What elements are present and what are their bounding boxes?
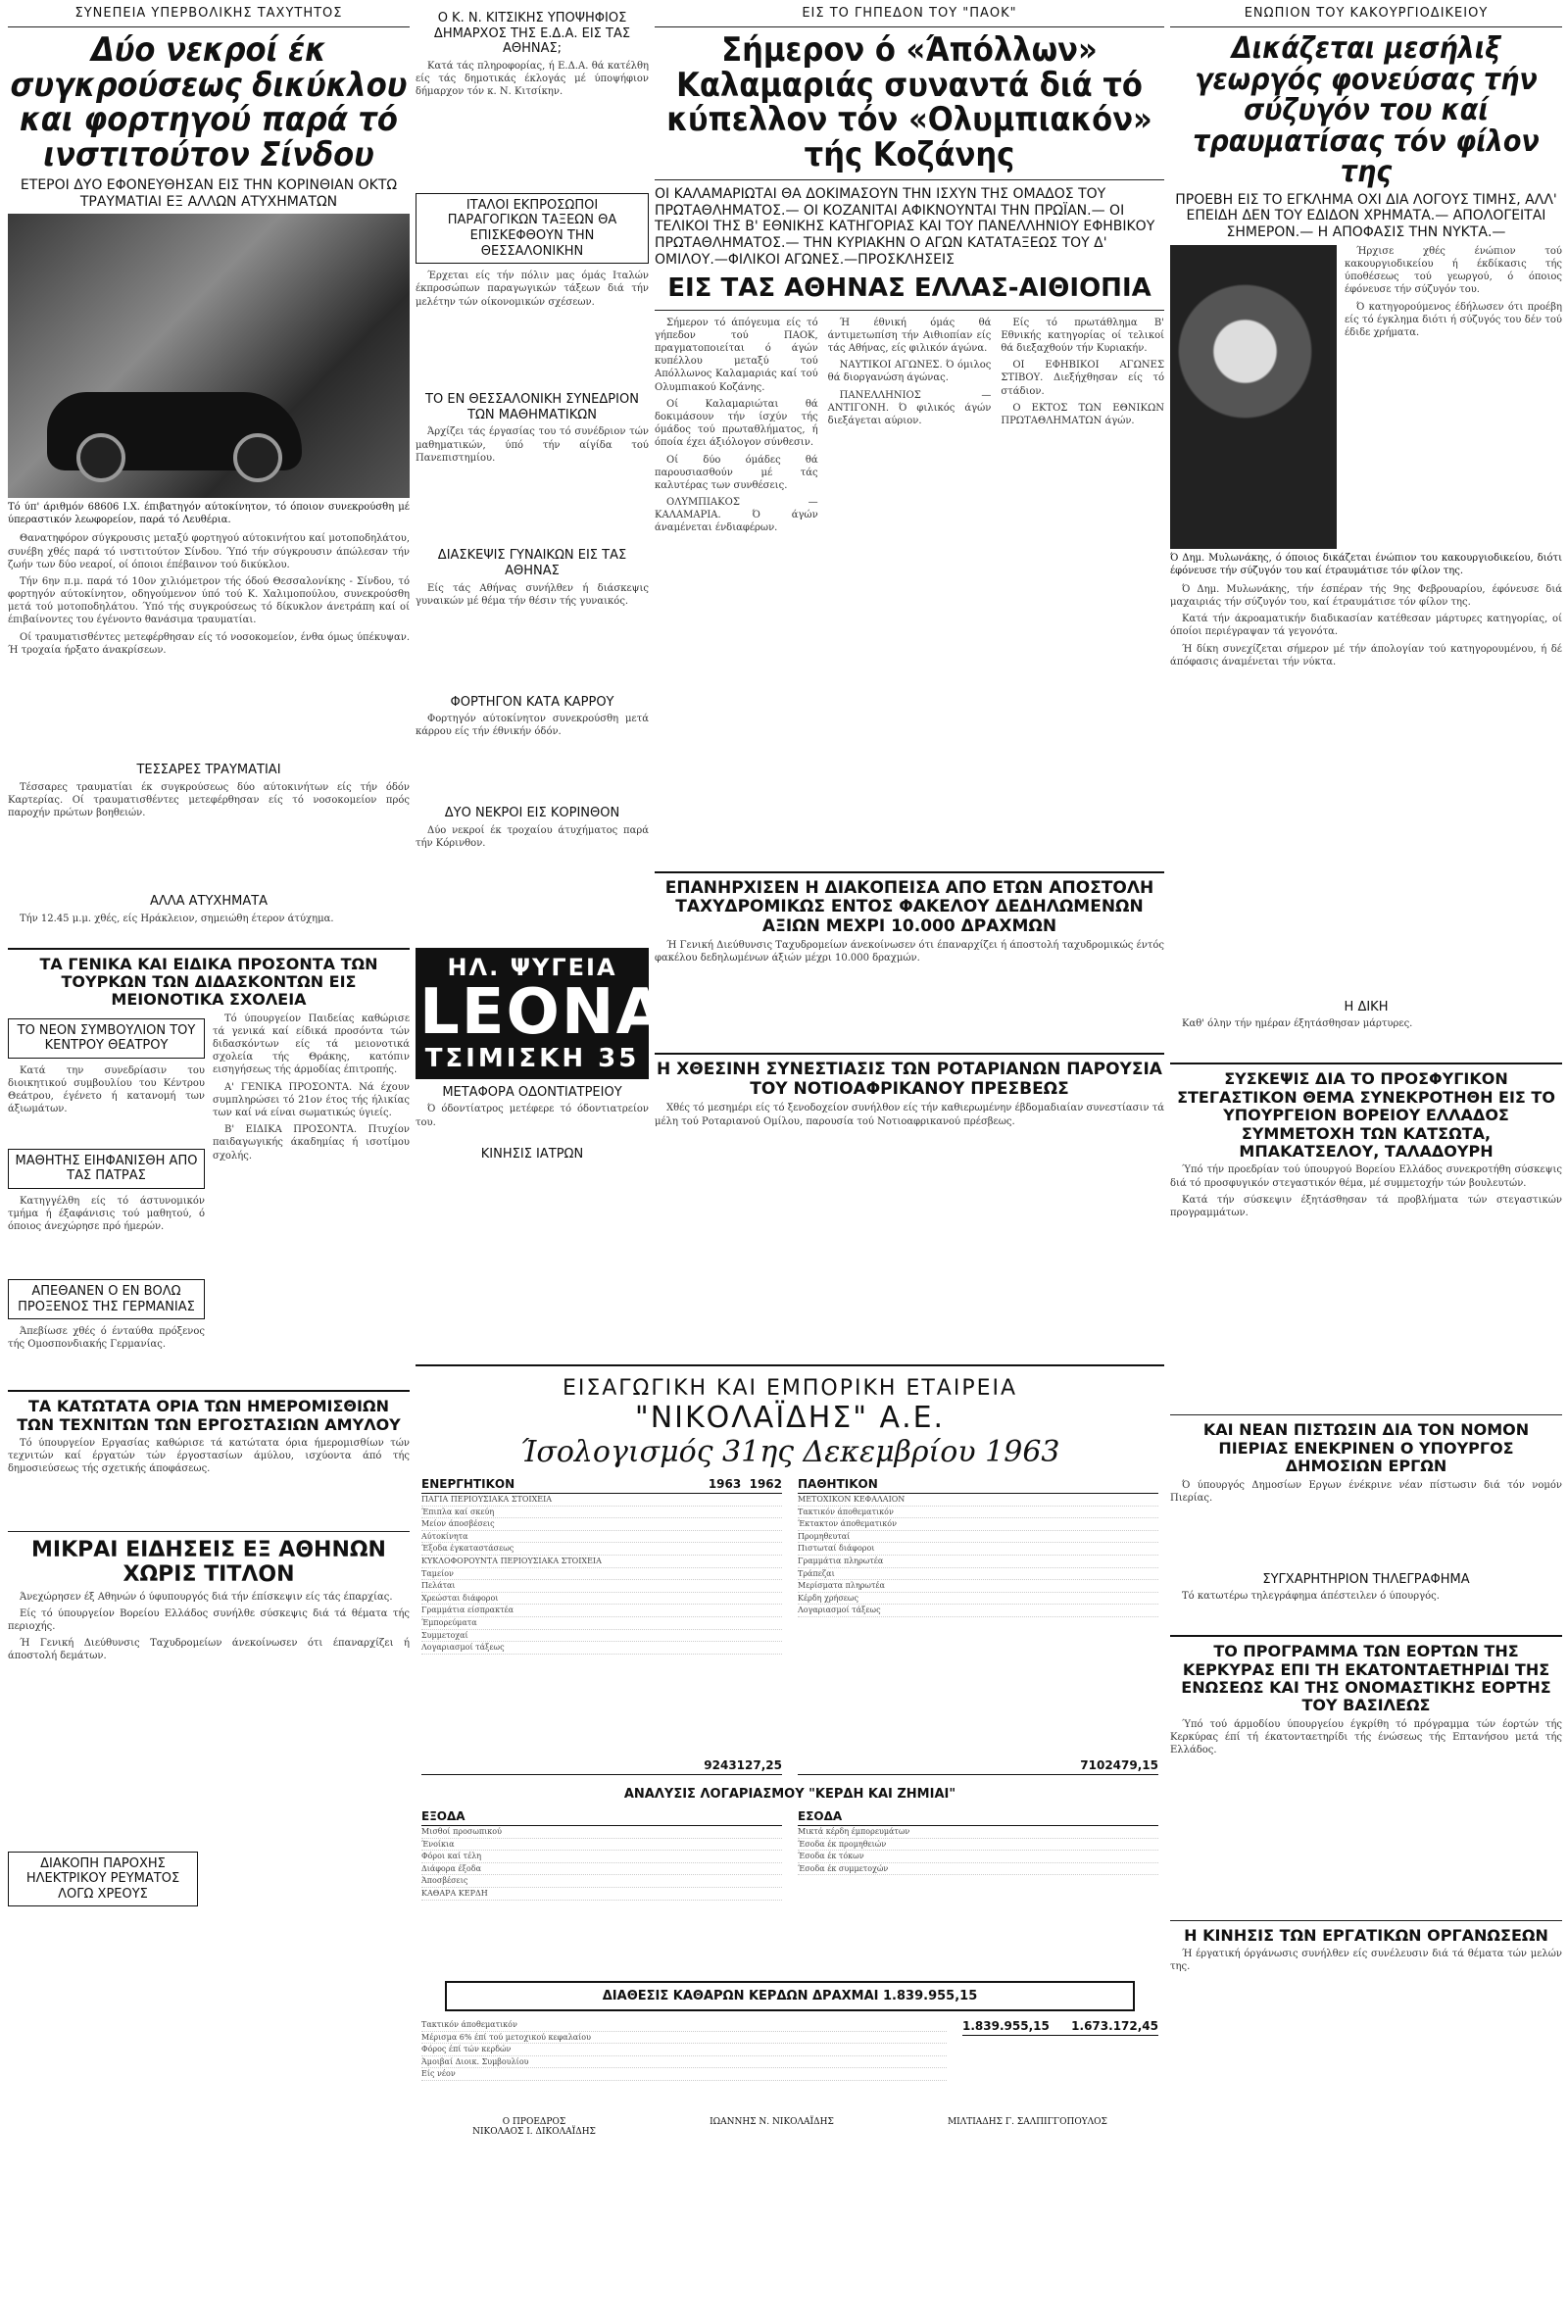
- sports-columns: [655, 317, 1164, 865]
- divider: [655, 871, 1164, 873]
- headline-corfu: ΤΟ ΠΡΟΓΡΑΜΜΑ ΤΩΝ ΕΟΡΤΩΝ ΤΗΣ ΚΕΡΚΥΡΑΣ ΕΠΙ ΤΗ ΕΚΑΤΟΝΤΑΕΤΗΡΙΔΙ ΤΗΣ ΕΝΩΣΕΩΣ ΚΑΙ ΤΗΣ ΟΝΟΜΑΣΤΙΚΗΣ ΕΟΡΤΗΣ ΤΟΥ ΒΑΣΙΛΕΩΣ: [1181, 1642, 1551, 1715]
- assets-total: 9243127,25: [704, 1758, 782, 1772]
- distribution-lines: Τακτικόν άποθεματικόν Μέρισμα 6% έπί τού μετοχικού κεφαλαίου Φόρος έπί τών κερδών Άμοιβαί Διοικ. Συμβουλίου Είς νέον: [421, 2019, 947, 2107]
- headline-labor: Η ΚΙΝΗΣΙΣ ΤΩΝ ΕΡΓΑΤΙΚΩΝ ΟΡΓΑΝΩΣΕΩΝ: [1184, 1925, 1548, 1945]
- expense-lines: Μισθοί προσωπικού Ένοίκια Φόροι καί τέλη Διάφορα έξοδα Άποσβέσεις ΚΑΘΑΡΑ ΚΕΡΔΗ: [421, 1826, 782, 1973]
- heading-corinth: ΔΥΟ ΝΕΚΡΟΙ ΕΙΣ ΚΟΡΙΝΘΟΝ: [444, 806, 620, 821]
- balance-table: [421, 1477, 1158, 1775]
- distribution-total-b: 1.673.172,45: [1071, 2019, 1158, 2033]
- company-name: "ΝΙΚΟΛΑΪΔΗΣ" Α.Ε.: [634, 1401, 946, 1435]
- divider: [1170, 1063, 1562, 1064]
- article-body: Τό ύπουργείον Παιδείας καθώρισε τά γενικά καί είδικά προσόντα τών διδασκόντων είς τά μειονοτικά σχολεία τής Θράκης, κατόπιν εισηγήσεως τής άρμοδίας έπιτροπής. Α' ΓΕΝΙΚΑ ΠΡΟΣΟΝΤΑ. Νά έχουν συμπληρώσει τό 21ον έτος τής ήλικίας των καί νά είναι σωματικώς ύγιείς. Β' ΕΙΔΙΚΑ ΠΡΟΣΟΝΤΑ. Πτυχίον παιδαγωγικής άκαδημίας ή ισοτίμου σχολής.: [213, 1013, 410, 1162]
- article-body: Είς τό πρωτάθλημα Β' Εθνικής κατηγορίας οί τελικοί θά διεξαχθούν τήν Κυριακήν. ΟΙ ΕΦΗΒΙΚΟΙ ΑΓΩΝΕΣ ΣΤΙΒΟΥ. Διεξήχθησαν είς τό στάδιον. Ο ΕΚΤΟΣ ΤΩΝ ΕΘΝΙΚΩΝ ΠΡΩΤΑΘΛΗΜΑΤΩΝ άγών.: [1001, 317, 1165, 426]
- article-body: Φορτηγόν αύτοκίνητον συνεκρούσθη μετά κάρρου είς τήν έθνικήν όδόν.: [416, 714, 649, 738]
- article-body: Τό ύπουργείον Εργασίας καθώρισε τά κατώτατα όρια ήμερομισθίων τών τεχνιτών καί έργατών τών έργοστασίων άμύλου, ισχύοντα άπό τής δημοσιεύσεως τής σχετικής άποφάσεως.: [8, 1438, 410, 1475]
- signature-title: Ο ΠΡΟΕΔΡΟΣ: [502, 2117, 566, 2127]
- divider: [8, 948, 410, 950]
- article-body: Χθές τό μεσημέρι είς τό ξενοδοχείον συνήλθον είς τήν καθιερωμένην έβδομαδιαίαν συνεστίασιν τά μέλη τού Ροταριανού Ομίλου, παρουσία τού Νοτιοαφρικανού πρέσβεως.: [655, 1103, 1164, 1127]
- divider: [1170, 26, 1562, 27]
- divider: [1170, 1920, 1562, 1921]
- signature-3: ΜΙΛΤΙΑΔΗΣ Γ. ΣΑΛΠΙΓΓΟΠΟΥΛΟΣ: [947, 2117, 1107, 2127]
- balance-sheet-ad: [416, 1364, 1164, 2307]
- assets-header: [421, 1477, 782, 1494]
- year-b: 1962: [749, 1477, 782, 1491]
- ad-address: ΤΣΙΜΙΣΚΗ 35: [424, 1043, 640, 1073]
- headline-rotary: Η ΧΘΕΣΙΝΗ ΣΥΝΕΣΤΙΑΣΙΣ ΤΩΝ ΡΟΤΑΡΙΑΝΩΝ ΠΑΡΟΥΣΙΑ ΤΟΥ ΝΟΤΙΟΑΦΡΙΚΑΝΟΥ ΠΡΕΣΒΕΩΣ: [657, 1060, 1162, 1099]
- expenses-label: ΕΞΟΔΑ: [421, 1809, 466, 1823]
- divider: [8, 1531, 410, 1532]
- divider: [8, 26, 410, 27]
- balance-title: Ίσολογισμός 31ης Δεκεμβρίου 1963: [519, 1435, 1060, 1469]
- headline-apollon: Σήμερον ό «Άπόλλων» Καλαμαριάς συναντά διά τό κύπελλον τόν «Ολυμπιακόν» τής Κοζάνης: [666, 30, 1152, 175]
- liabilities-total: 7102479,15: [1080, 1758, 1158, 1772]
- article-body: Τέσσαρες τραυματίαι έκ συγκρούσεως δύο αύτοκινήτων είς τήν όδόν Καρτερίας. Οί τραυματισθέντες μετεφέρθησαν είς τό νοσοκομείον πρός παροχήν πρώτων βοηθειών.: [8, 781, 410, 819]
- column-3: [655, 6, 1164, 1363]
- divider: [1170, 1414, 1562, 1415]
- signature-2: ΙΩΑΝΝΗΣ Ν. ΝΙΚΟΛΑΪΔΗΣ: [710, 2117, 834, 2127]
- income-lines: Μικτά κέρδη έμπορευμάτων Έσοδα έκ προμηθειών Έσοδα έκ τόκων Έσοδα έκ συμμετοχών: [798, 1826, 1158, 1973]
- ad-brand: LEONARD: [419, 975, 771, 1049]
- kicker-paok: ΕΙΣ ΤΟ ΓΗΠΕΔΟΝ ΤΟΥ "ΠΑΟΚ": [802, 6, 1017, 21]
- headline-turkish-teachers: ΤΑ ΓΕΝΙΚΑ ΚΑΙ ΕΙΔΙΚΑ ΠΡΟΣΟΝΤΑ ΤΩΝ ΤΟΥΡΚΩΝ ΤΩΝ ΔΙΔΑΣΚΟΝΤΩΝ ΕΙΣ ΜΕΙΟΝΟΤΙΚΑ ΣΧΟΛΕΙΑ: [39, 954, 378, 1010]
- box-heading: ΤΟ ΝΕΟΝ ΣΥΜΒΟΥΛΙΟΝ ΤΟΥ ΚΕΝΤΡΟΥ ΘΕΑΤΡΟΥ: [8, 1018, 205, 1059]
- heading-women-conference: ΔΙΑΣΚΕΨΙΣ ΓΥΝΑΙΚΩΝ ΕΙΣ ΤΑΣ ΑΘΗΝΑΣ: [437, 548, 627, 578]
- article-body: Άρχίζει τάς έργασίας του τό συνέδριον τών μαθηματικών, ύπό τήν αίγίδα τού Πανεπιστημίου.: [416, 426, 649, 464]
- profit-loss-table: [421, 1809, 1158, 1973]
- portrait-caption: Ό Δημ. Μυλωνάκης, ό όποιος δικάζεται ένώπιον του κακουργιοδικείου, διότι έφόνευσε τήν σύζυγόν του καί έτραυμάτισε τόν φίλον της.: [1170, 552, 1562, 576]
- kicker-court: ΕΝΩΠΙΟΝ ΤΟΥ ΚΑΚΟΥΡΓΙΟΔΙΚΕΙΟΥ: [1244, 6, 1489, 21]
- headline-pieria: ΚΑΙ ΝΕΑΝ ΠΙΣΤΩΣΙΝ ΔΙΑ ΤΟΝ ΝΟΜΟΝ ΠΙΕΡΙΑΣ ΕΝΕΚΡΙΝΕΝ Ο ΥΠΟΥΡΓΟΣ ΔΗΜΟΣΙΩΝ ΕΡΓΩΝ: [1202, 1420, 1530, 1476]
- liabilities-side: [798, 1477, 1158, 1775]
- liability-lines: ΜΕΤΟΧΙΚΟΝ ΚΕΦΑΛΑΙΟΝ Τακτικόν άποθεματικόν Έκτακτον άποθεματικόν Προμηθευταί Πιστωταί διάφοροι Γραμμάτια πληρωτέα Τράπεζαι Μερίσματα πληρωτέα Κέρδη χρήσεως Λογαριασμοί τάξεως: [798, 1494, 1158, 1758]
- article-body: Σήμερον τό άπόγευμα είς τό γήπεδον τού ΠΑΟΚ, πραγματοποιείται ό άγών κυπέλλου μεταξύ τού Απόλλωνος Καλαμαριάς καί τού Ολυμπιακού Κοζάνης. Οί Καλαμαριώται θά δοκιμάσουν τήν ίσχύν τής όμάδος τού πρωταθλήματος, ή όποία έχει άξιόλογον σύνθεσιν. Οί δύο όμάδες θά παρουσιασθούν μέ τάς καλυτέρας των συνθέσεις. ΟΛΥΜΠΙΑΚΟΣ — ΚΑΛΑΜΑΡΙΑ. Ό άγών άναμένεται ένδιαφέρων.: [655, 317, 818, 534]
- kicker-kitsikis: Ο Κ. Ν. ΚΙΤΣΙΚΗΣ ΥΠΟΨΗΦΙΟΣ ΔΗΜΑΡΧΟΣ ΤΗΣ Ε.Δ.Α. ΕΙΣ ΤΑΣ ΑΘΗΝΑΣ;: [433, 11, 631, 57]
- headline-wages: ΤΑ ΚΑΤΩΤΑΤΑ ΟΡΙΑ ΤΩΝ ΗΜΕΡΟΜΙΣΘΙΩΝ ΤΩΝ ΤΕΧΝΙΤΩΝ ΤΩΝ ΕΡΓΟΣΤΑΣΙΩΝ ΑΜΥΛΟΥ: [17, 1397, 401, 1434]
- portrait-photo: [1170, 245, 1337, 549]
- expenses-side: [421, 1809, 782, 1973]
- section-heading: ΤΕΣΣΑΡΕΣ ΤΡΑΥΜΑΤΙΑΙ: [136, 763, 281, 778]
- kicker-accident: ΣΥΝΕΠΕΙΑ ΥΠΕΡΒΟΛΙΚΗΣ ΤΑΧΥΤΗΤΟΣ: [74, 6, 343, 21]
- income-label: ΕΣΟΔΑ: [798, 1809, 843, 1823]
- distribution-table: [421, 2019, 1158, 2107]
- article-body: Ή έθνική όμάς θά άντιμετωπίση τήν Αιθιοπίαν είς τάς Αθήνας, είς φιλικόν άγώνα. ΝΑΥΤΙΚΟΙ ΑΓΩΝΕΣ. Ό όμιλος θά διοργανώση άγώνας. ΠΑΝΕΛΛΗΝΙΟΣ — ΑΝΤΙΓΟΝΗ. Ό φιλικός άγών διεξάγεται αύριον.: [827, 317, 992, 426]
- article-body: Ό όδοντίατρος μετέφερε τό όδοντιατρείον του.: [416, 1104, 649, 1128]
- subheadline-farmer: ΠΡΟΕΒΗ ΕΙΣ ΤΟ ΕΓΚΛΗΜΑ ΟΧΙ ΔΙΑ ΛΟΓΟΥΣ ΤΙΜΗΣ, ΑΛΛ' ΕΠΕΙΔΗ ΔΕΝ ΤΟΥ ΕΔΙΔΟΝ ΧΡΗΜΑΤΑ.— ΑΠΟΛΟΓΕΙΤΑΙ ΣΗΜΕΡΟΝ.— Η ΑΠΟΦΑΣΙΣ ΤΗΝ ΝΥΚΤΑ.—: [1175, 191, 1557, 241]
- subheadline-apollon: ΟΙ ΚΑΛΑΜΑΡΙΩΤΑΙ ΘΑ ΔΟΚΙΜΑΣΟΥΝ ΤΗΝ ΙΣΧΥΝ ΤΗΣ ΟΜΑΔΟΣ ΤΟΥ ΠΡΩΤΑΘΛΗΜΑΤΟΣ.— ΟΙ ΚΟΖΑΝΙΤΑΙ ΑΦΙΚΝΟΥΝΤΑΙ ΤΗΝ ΠΡΩΪΑΝ.— ΟΙ ΤΕΛΙΚΟΙ ΤΗΣ Β' ΕΘΝΙΚΗΣ ΚΑΤΗΓΟΡΙΑΣ ΚΑΙ ΤΟΥ ΠΑΝΕΛΛΗΝΙΟΥ ΕΦΗΒΙΚΟΥ ΠΡΩΤΑΘΛΗΜΑΤΟΣ.— ΤΗΝ ΚΥΡΙΑΚΗΝ Ο ΑΓΩΝ ΚΑΤΑΤΑΞΕΩΣ ΤΟΥ Δ' ΟΜΙΛΟΥ.—ΦΙΛΙΚΟΙ ΑΓΩΝΕΣ.—ΠΡΟΣΚΛΗΣΕΙΣ: [655, 185, 1155, 268]
- right-block: [213, 1013, 410, 1385]
- divider: [8, 1390, 410, 1392]
- article-body: Κατηγγέλθη είς τό άστυνομικόν τμήμα ή έξαφάνισις τού μαθητού, ό όποιος άνεχώρησε πρό ήμερών.: [8, 1196, 205, 1233]
- wheel-icon: [76, 433, 125, 482]
- box-heading: ΑΠΕΘΑΝΕΝ Ο ΕΝ ΒΟΛΩ ΠΡΟΞΕΝΟΣ ΤΗΣ ΓΕΡΜΑΝΙΑΣ: [8, 1279, 205, 1319]
- expenses-header: [421, 1809, 782, 1826]
- income-header: [798, 1809, 1158, 1826]
- signatures: [416, 2117, 1164, 2137]
- year-a: 1963: [708, 1477, 742, 1491]
- article-body: Ύπό τού άρμοδίου ύπουργείου έγκρίθη τό πρόγραμμα τών έορτών τής Κερκύρας έπί τή έκατονταετηρίδι τής ένώσεως τής Επτανήσου μετά τής Ελλάδος.: [1170, 1718, 1562, 1756]
- assets-side: [421, 1477, 782, 1775]
- headline-accident: Δύο νεκροί έκ συγκρούσεως δικύκλου και φορτηγού παρά τό ινστιτούτον Σίνδου: [10, 30, 408, 175]
- assets-total-row: [421, 1758, 782, 1775]
- heading-truck: ΦΟΡΤΗΓΟΝ ΚΑΤΑ ΚΑΡΡΟΥ: [450, 694, 614, 710]
- article-body: Ή έργατική όργάνωσις συνήλθεν είς συνέλευσιν διά τά θέματα τών μελών της.: [1170, 1949, 1562, 1973]
- assets-label: ΕΝΕΡΓΗΤΙΚΟΝ: [421, 1477, 515, 1491]
- divider: [1170, 1635, 1562, 1637]
- section-heading: ΑΛΛΑ ΑΤΥΧΗΜΑΤΑ: [149, 893, 269, 909]
- article-body: Τήν 12.45 μ.μ. χθές, είς Ηράκλειον, σημειώθη έτερον άτύχημα.: [20, 913, 334, 924]
- signature-president: [472, 2117, 596, 2137]
- company-type: ΕΙΣΑΓΩΓΙΚΗ ΚΑΙ ΕΜΠΟΡΙΚΗ ΕΤΑΙΡΕΙΑ: [562, 1376, 1018, 1401]
- two-column-block: [8, 1013, 410, 1385]
- divider: [655, 310, 1164, 311]
- car-photo: [8, 214, 410, 498]
- distribution-lines-side: [421, 2019, 947, 2107]
- divider: [655, 1053, 1164, 1055]
- net-profit-banner: ΔΙΑΘΕΣΙΣ ΚΑΘΑΡΩΝ ΚΕΡΔΩΝ ΔΡΑΧΜΑΙ 1.839.955,15: [445, 1981, 1135, 2011]
- liabilities-total-row: [798, 1758, 1158, 1775]
- article-body: Κατά τάς πληροφορίας, ή Ε.Δ.Α. θά κατέλθη είς τάς δημοτικάς έκλογάς μέ ύποψήφιον δήμαρχον τόν κ. Ν. Κιτσίκην.: [416, 60, 649, 98]
- article-body: Άνεχώρησεν έξ Αθηνών ό ύφυπουργός διά τήν έπίσκεψιν είς τάς έπαρχίας. Είς τό ύπουργείον Βορείου Ελλάδος συνήλθε σύσκεψις διά τά θέματα τής περιοχής. Ή Γενική Διεύθυνσις Ταχυδρομείων άνεκοίνωσεν ότι έπαναρχίζει ή άποστολή δεμάτων.: [8, 1591, 410, 1662]
- liabilities-header: [798, 1477, 1158, 1494]
- headline-greece-ethiopia: ΕΙΣ ΤΑΣ ΑΘΗΝΑΣ ΕΛΛΑΣ-ΑΙΘΙΟΠΙΑ: [667, 272, 1152, 303]
- headline-housing: ΣΥΣΚΕΨΙΣ ΔΙΑ ΤΟ ΠΡΟΣΦΥΓΙΚΟΝ ΣΤΕΓΑΣΤΙΚΟΝ ΘΕΜΑ ΣΥΝΕΚΡΟΤΗΘΗ ΕΙΣ ΤΟ ΥΠΟΥΡΓΕΙΟΝ ΒΟΡΕΙΟΥ ΕΛΛΑΔΟΣ ΣΥΜΜΕΤΟΧΗ ΤΩΝ ΚΑΤΣΩΤΑ, ΜΠΑΚΑΤΣΕΛΟΥ, ΤΑΛΑΔΟΥΡΗ: [1177, 1069, 1555, 1162]
- distribution-totals: [962, 2019, 1158, 2107]
- advertisement-leonard: [416, 948, 771, 1079]
- article-body: Ό Δημ. Μυλωνάκης, τήν έσπέραν τής 9ης Φεβρουαρίου, έφόνευσε διά μαχαιριάς τήν σύζυγόν του, καί έτραυμάτισε τόν φίλον της. Κατά τήν άκροαματικήν διαδικασίαν κατέθεσαν μάρτυρες κατηγορίας, οί όποίοι περιέγραψαν τά γεγονότα. Ή δίκη συνεχίζεται σήμερον μέ τήν άπολογίαν τού κατηγορουμένου, ή δέ άπόφασις άναμένεται τήν νύκτα.: [1170, 583, 1562, 668]
- article-body: Άπεβίωσε χθές ό ένταύθα πρόξενος τής Ομοσπονδιακής Γερμανίας.: [8, 1326, 205, 1351]
- box-heading: ΜΑΘΗΤΗΣ ΕΙΗΦΑΝΙΣΘΗ ΑΠΟ ΤΑΣ ΠΑΤΡΑΣ: [8, 1149, 205, 1189]
- heading-math-congress: ΤΟ ΕΝ ΘΕΣΣΑΛΟΝΙΚΗ ΣΥΝΕΔΡΙΟΝ ΤΩΝ ΜΑΘΗΜΑΤΙΚΩΝ: [425, 392, 639, 422]
- article-body: Δύο νεκροί έκ τροχαίου άτυχήματος παρά τήν Κόρινθον.: [416, 824, 649, 849]
- column-1: [8, 6, 410, 1912]
- liabilities-label: ΠΑΘΗΤΙΚΟΝ: [798, 1477, 878, 1491]
- distribution-total-row: [962, 2019, 1158, 2036]
- column-4: [1170, 6, 1562, 2055]
- article-body: Έρχεται είς τήν πόλιν μας όμάς Ιταλών έκπροσώπων παραγωγικών τάξεων διά τήν μελέτην τών οίκονομικών σχέσεων.: [416, 271, 649, 308]
- signature-name: ΝΙΚΟΛΑΟΣ Ι. ΔΙΚΟΛΑΪΔΗΣ: [472, 2127, 596, 2137]
- income-side: [798, 1809, 1158, 1973]
- headline-postal: ΕΠΑΝΗΡΧΙΣΕΝ Η ΔΙΑΚΟΠΕΙΣΑ ΑΠΟ ΕΤΩΝ ΑΠΟΣΤΟΛΗ ΤΑΧΥΔΡΟΜΙΚΩΣ ΕΝΤΟΣ ΦΑΚΕΛΟΥ ΔΕΔΗΛΩΜΕΝΩΝ ΑΞΙΩΝ ΜΕΧΡΙ 10.000 ΔΡΑΧΜΩΝ: [664, 877, 1154, 936]
- asset-lines: ΠΑΓΙΑ ΠΕΡΙΟΥΣΙΑΚΑ ΣΤΟΙΧΕΙΑ Έπιπλα καί σκεύη Μείον άποσβέσεις Αύτοκίνητα Έξοδα έγκαταστάσεως ΚΥΚΛΟΦΟΡΟΥΝΤΑ ΠΕΡΙΟΥΣΙΑΚΑ ΣΤΟΙΧΕΙΑ Ταμείον Πελάται Χρεώσται διάφοροι Γραμμάτια είσπρακτέα Έμπορεύματα Συμμετοχαί Λογαριασμοί τάξεως: [421, 1494, 782, 1758]
- subheadline-accident: ΕΤΕΡΟΙ ΔΥΟ ΕΦΟΝΕΥΘΗΣΑΝ ΕΙΣ ΤΗΝ ΚΟΡΙΝΘΙΑΝ ΟΚΤΩ ΤΡΑΥΜΑΤΙΑΙ ΕΞ ΑΛΛΩΝ ΑΤΥΧΗΜΑΤΩΝ: [20, 176, 398, 210]
- divider: [655, 26, 1164, 27]
- heading-doctors: ΚΙΝΗΣΙΣ ΙΑΤΡΩΝ: [480, 1147, 584, 1162]
- divider: [655, 179, 1164, 180]
- profit-loss-heading: ΑΝΑΛΥΣΙΣ ΛΟΓΑΡΙΑΣΜΟΥ "ΚΕΡΔΗ ΚΑΙ ΖΗΜΙΑΙ": [623, 1787, 956, 1802]
- article-body: Ήρχισε χθές ένώπιον τού κακουργιοδικείου ή έκδίκασις τής ύποθέσεως τού γεωργού, ό όποιος έφόνευσε τήν σύζυγόν του. Ό κατηγορούμενος έδήλωσεν ότι προέβη είς τό έγκλημα διότι ή σύζυγός του δέν τού έδιδε χρήματα.: [1345, 245, 1562, 339]
- distribution-total-a: 1.839.955,15: [962, 2019, 1050, 2033]
- photo-row: [1170, 245, 1562, 549]
- headline-farmer: Δικάζεται μεσήλιξ γεωργός φονεύσας τήν σύζυγόν του καί τραυματίσας τόν φίλον της: [1193, 31, 1540, 189]
- article-body: Ή Γενική Διεύθυνσις Ταχυδρομείων άνεκοίνωσεν ότι έπαναρχίζει ή άποστολή ταχυδρομικώς έντός φακέλου δεδηλωμένων άξιών μέχρι 10.000 δραχμών.: [655, 940, 1164, 964]
- heading-telegram: ΣΥΓΧΑΡΗΤΗΡΙΟΝ ΤΗΛΕΓΡΑΦΗΜΑ: [1262, 1571, 1470, 1587]
- article-body: Ύπό τήν προεδρίαν τού ύπουργού Βορείου Ελλάδος συνεκροτήθη σύσκεψις διά τό προσφυγικόν στεγαστικόν θέμα, μέ συμμετοχήν τών βουλευτών. Κατά τήν σύσκεψιν έξητάσθησαν τά προβλήματα τών στεγαστικών προγραμμάτων.: [1170, 1164, 1562, 1218]
- left-block: [8, 1013, 205, 1385]
- box-electricity: ΔΙΑΚΟΠΗ ΠΑΡΟΧΗΣ ΗΛΕΚΤΡΙΚΟΥ ΡΕΥΜΑΤΟΣ ΛΟΓΩ ΧΡΕΟΥΣ: [8, 1852, 198, 1907]
- article-body: Καθ' όλην τήν ημέραν έξητάσθησαν μάρτυρες.: [1182, 1018, 1413, 1030]
- article-body: Είς τάς Αθήνας συνήλθεν ή διάσκεψις γυναικών μέ θέμα τήν θέσιν τής γυναικός.: [416, 582, 649, 607]
- box-italians: ΙΤΑΛΟΙ ΕΚΠΡΟΣΩΠΟΙ ΠΑΡΑΓΟΓΙΚΩΝ ΤΑΞΕΩΝ ΘΑ ΕΠΙΣΚΕΦΘΟΥΝ ΤΗΝ ΘΕΣΣΑΛΟΝΙΚΗΝ: [416, 193, 649, 264]
- headline-short-news: ΜΙΚΡΑΙ ΕΙΔΗΣΕΙΣ ΕΞ ΑΘΗΝΩΝ ΧΩΡΙΣ ΤΙΤΛΟΝ: [31, 1538, 386, 1588]
- article-body: Ό ύπουργός Δημοσίων Εργων ένέκρινε νέαν πίστωσιν διά τόν νομόν Πιερίας.: [1170, 1479, 1562, 1504]
- photo-caption: Τό ύπ' άριθμόν 68606 Ι.Χ. έπιβατηγόν αύτοκίνητον, τό όποιον συνεκρούσθη μέ ύπεραστικόν λεωφορείον, παρά τό Λευθέρια.: [8, 502, 410, 526]
- article-body: Θανατηφόρον σύγκρουσις μεταξύ φορτηγού αύτοκινήτου καί μοτοποδηλάτου, συνέβη χθές παρά τό ινστιτούτον Σίνδου. Ύπό τήν σύγκρουσιν άπώλεσαν τήν ζωήν των δύο νεαροί, οί όποιοι έπέβαινον τού δικύκλου. Τήν 6ην π.μ. παρά τό 10ον χιλιόμετρον τής όδού Θεσσαλονίκης - Σίνδου, τό φορτηγόν αύτοκίνητον, οδηγούμενον ύπό τού Κ. Χαλιμοπούλου, συνεκρούσθη μετά τού μοτοποδηλάτου. Ύπό τής συγκρούσεως τό δίκυκλον άνετράπη καί οί έπιβαίνοντες του έγένοντο θανάσιμα τραυματίαι. Οί τραυματισθέντες μετεφέρθησαν είς τό νοσοκομείον, ένθα όμως ύπέκυψαν. Ή τροχαία ήρξατο άνακρίσεων.: [8, 533, 410, 656]
- heading-trial: Η ΔΙΚΗ: [1344, 999, 1389, 1014]
- wheel-icon: [233, 433, 282, 482]
- article-body: Κατά την συνεδρίασιν του διοικητικού συμβουλίου του Κέντρου Θεάτρου, έγένετο ή κατανομή των άξιωμάτων.: [8, 1064, 205, 1115]
- heading-dentist: ΜΕΤΑΦΟΡΑ ΟΔΟΝΤΙΑΤΡΕΙΟΥ: [442, 1084, 622, 1100]
- article-body: Τό κατωτέρω τηλεγράφημα άπέστειλεν ό ύπουργός.: [1182, 1591, 1440, 1603]
- ad-line-1: ΗΛ. ΨΥΓΕΙΑ: [447, 953, 617, 981]
